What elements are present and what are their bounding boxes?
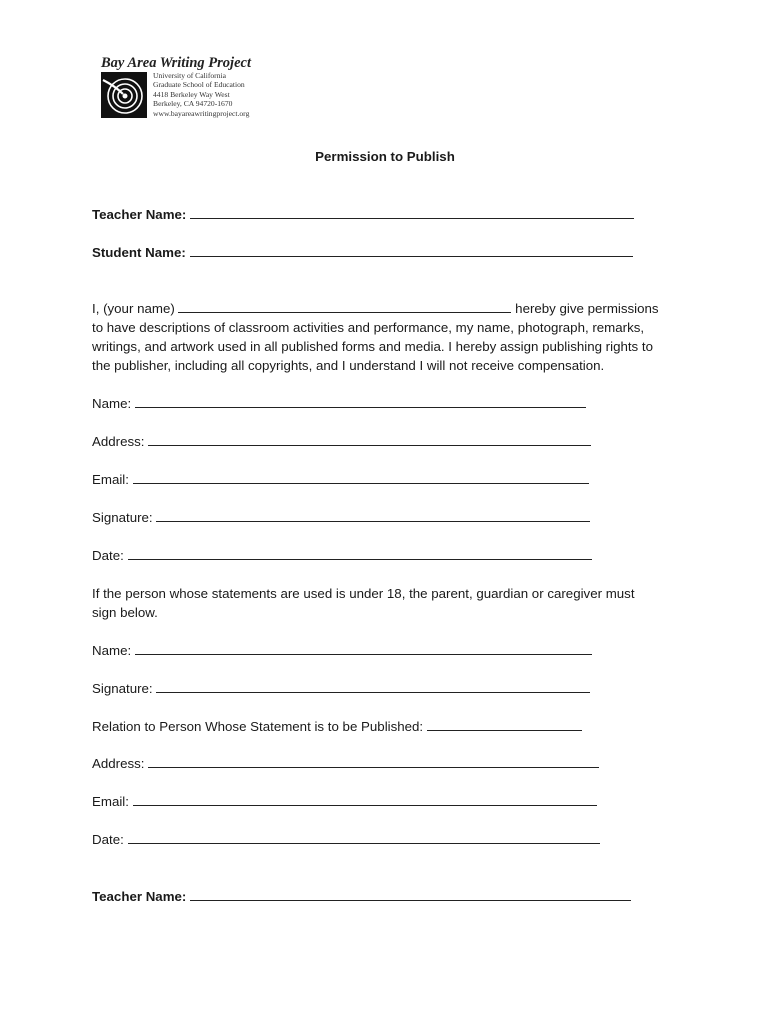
- contributor-address-field[interactable]: [148, 432, 591, 446]
- guardian-note-line: If the person whose statements are used is under 18, the parent, guardian or caregiver must: [92, 586, 635, 601]
- address-label: Address:: [92, 756, 145, 771]
- teacher-name-row: [92, 205, 634, 224]
- guardian-address-field[interactable]: [148, 754, 599, 768]
- name-label: Name:: [92, 643, 132, 658]
- guardian-email-row: [92, 792, 597, 811]
- permission-lead-text: hereby give permissions: [515, 301, 659, 316]
- email-label: Email:: [92, 472, 129, 487]
- your-name-field[interactable]: [178, 299, 511, 313]
- name-label: Name:: [92, 396, 132, 411]
- address-line: 4418 Berkeley Way West: [153, 89, 230, 99]
- student-name-field[interactable]: [190, 243, 633, 257]
- teacher-name-field[interactable]: [190, 205, 634, 219]
- guardian-relation-field[interactable]: [427, 717, 582, 731]
- date-label: Date:: [92, 548, 124, 563]
- teacher-name-label: Teacher Name:: [92, 207, 187, 222]
- contributor-signature-row: [92, 508, 590, 527]
- guardian-date-field[interactable]: [128, 830, 600, 844]
- guardian-name-row: [92, 641, 592, 660]
- teacher-name-label: Teacher Name:: [92, 889, 187, 904]
- your-name-label: I, (your name): [92, 301, 175, 316]
- contributor-name-field[interactable]: [135, 394, 586, 408]
- guardian-name-field[interactable]: [135, 641, 592, 655]
- guardian-signature-row: [92, 679, 590, 698]
- contributor-email-row: [92, 470, 589, 489]
- address-line: Berkeley, CA 94720-1670: [153, 99, 233, 109]
- date-label: Date:: [92, 832, 124, 847]
- signature-label: Signature:: [92, 681, 153, 696]
- contributor-signature-field[interactable]: [156, 508, 590, 522]
- guardian-relation-row: [92, 717, 582, 736]
- bawp-logo: [101, 55, 261, 121]
- guardian-signature-field[interactable]: [156, 679, 590, 693]
- page-title: Permission to Publish: [315, 149, 455, 164]
- footer-teacher-name-field[interactable]: [190, 887, 631, 901]
- email-label: Email:: [92, 794, 129, 809]
- permission-line: writings, and artwork used in all published forms and media. I hereby assign publishing rights to: [92, 339, 653, 354]
- footer-teacher-name-row: [92, 887, 631, 906]
- guardian-email-field[interactable]: [133, 792, 597, 806]
- relation-label: Relation to Person Whose Statement is to be Published:: [92, 719, 424, 734]
- permission-line: to have descriptions of classroom activities and performance, my name, photograph, remarks,: [92, 320, 645, 335]
- address-line: University of California: [153, 71, 226, 80]
- address-line: Graduate School of Education: [153, 80, 245, 90]
- contributor-email-field[interactable]: [133, 470, 589, 484]
- permission-intro-row: [92, 299, 659, 318]
- student-name-row: [92, 243, 633, 262]
- address-label: Address:: [92, 434, 145, 449]
- guardian-date-row: [92, 830, 600, 849]
- contributor-address-row: [92, 432, 591, 451]
- org-name: Bay Area Writing Project: [101, 55, 251, 71]
- website-line: www.bayareawritingproject.org: [153, 108, 250, 118]
- permission-line: the publisher, including all copyrights, and I understand I will not receive compensation.: [92, 358, 605, 373]
- target-swirl-icon: [101, 72, 147, 118]
- org-address: [153, 71, 249, 118]
- contributor-name-row: [92, 394, 586, 413]
- guardian-note-line: sign below.: [92, 605, 158, 620]
- contributor-date-field[interactable]: [128, 546, 592, 560]
- guardian-address-row: [92, 754, 599, 773]
- contributor-date-row: [92, 546, 592, 565]
- signature-label: Signature:: [92, 510, 153, 525]
- student-name-label: Student Name:: [92, 245, 186, 260]
